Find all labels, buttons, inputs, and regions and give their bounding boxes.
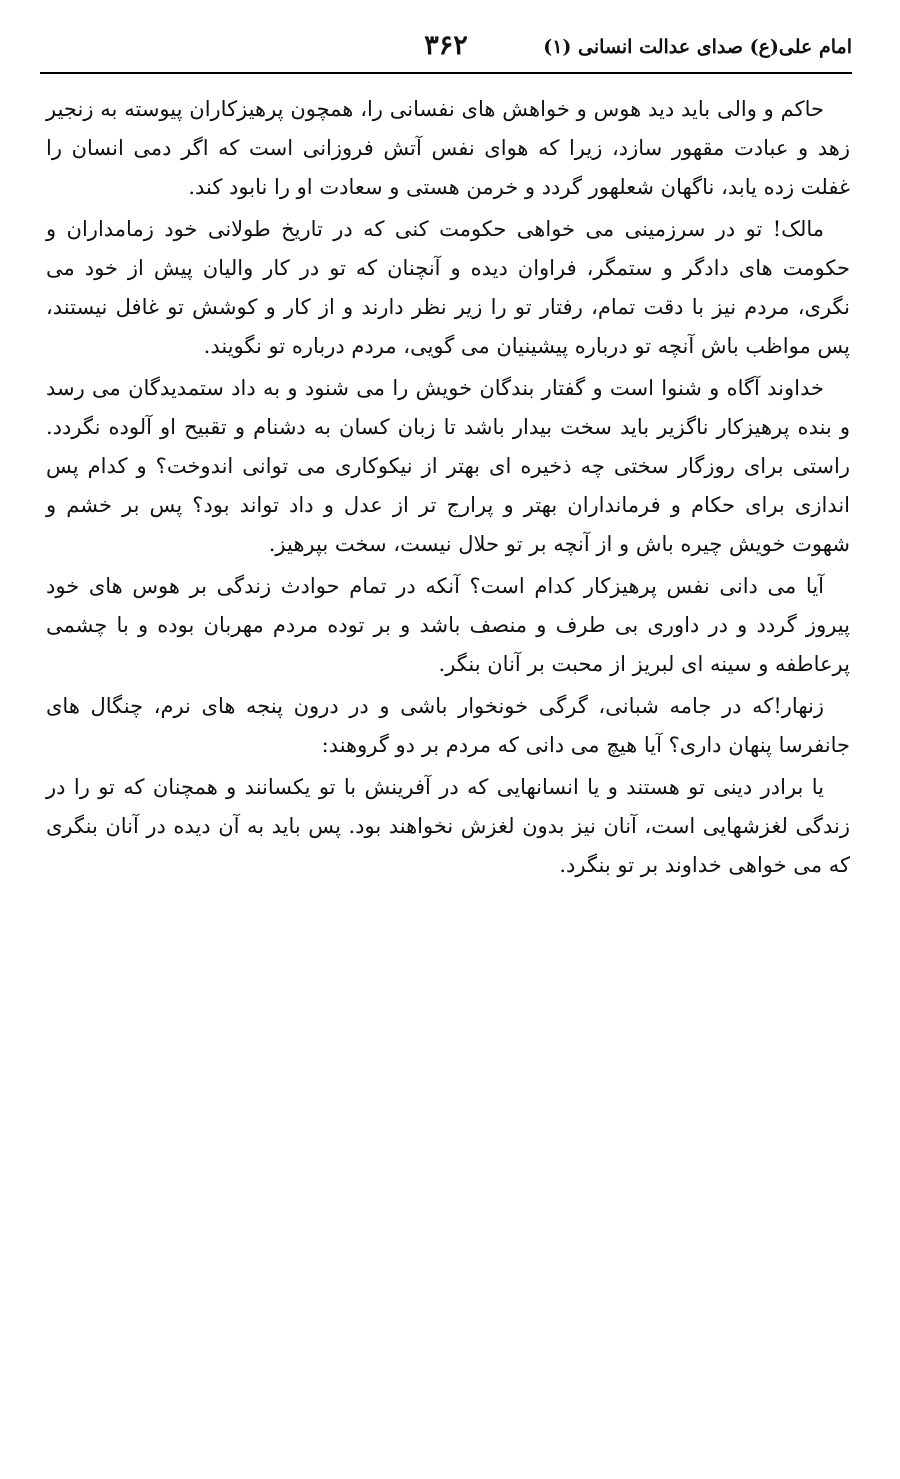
running-header bbox=[40, 30, 852, 72]
paragraph: زنهار!که در جامه شبانی، گرگی خونخوار باشی و در درون پنجه های نرم، چنگال های جانفرسا پنهان داری؟ آیا هیچ می دانی که مردم بر دو گروهند: bbox=[46, 694, 850, 757]
paragraph: حاکم و والی باید دید هوس و خواهش های نفسانی را، همچون پرهیزکاران پیوسته به زنجیر زهد و عبادت مقهور سازد، زیرا که هوای نفس آتش فروزانی است که اگر دمی انسان را غفلت زده یابد، ناگهان شعلهور گردد و خرمن هستی و سعادت او را نابود کند. bbox=[46, 97, 850, 199]
page-number: ۳۶۲ bbox=[424, 30, 468, 61]
header-divider bbox=[40, 72, 852, 74]
book-title: امام علی(ع) صدای عدالت انسانی (۱) bbox=[543, 36, 852, 58]
paragraph: مالک! تو در سرزمینی می خواهی حکومت کنی که در تاریخ طولانی خود زمامداران و حکومت های دادگر و ستمگر، فراوان دیده و آنچنان که تو در کار والیان پیش از خود می نگری، مردم نیز با دقت تمام، رفتار تو را زیر نظر دارند و از کار و کوشش تو غافل نیستند، پس مواظب باش آنچه تو درباره پیشینیان می گویی، مردم درباره تو نگویند. bbox=[46, 217, 850, 358]
paragraph: آیا می دانی نفس پرهیزکار کدام است؟ آنکه در تمام حوادث زندگی بر هوس های خود پیروز گردد و در داوری بی طرف و منصف باشد و بر توده مردم مهربان بوده و با چشمی پرعاطفه و سینه ای لبریز از محبت بر آنان بنگر. bbox=[46, 574, 850, 676]
paragraph: یا برادر دینی تو هستند و یا انسانهایی که در آفرینش با تو یکسانند و همچنان که تو را در زندگی لغزشهایی است، آنان نیز بدون لغزش نخواهند بود. پس باید به آن دیده در آنان بنگری که می خواهی خداوند بر تو بنگرد. bbox=[46, 775, 850, 877]
body-text bbox=[46, 90, 850, 888]
paragraph: خداوند آگاه و شنوا است و گفتار بندگان خویش را می شنود و به داد ستمدیدگان می رسد و بنده پرهیزکار ناگزیر باید سخت بیدار باشد تا زبان کسان به دشنام و تقبیح او آلوده نگردد. راستی برای روزگار سختی چه ذخیره ای بهتر از نیکوکاری می توانی اندوخت؟ و کدام پس اندازی برای حکام و فرمانداران بهتر و پرارج تر از عدل و داد تواند بود؟ پس بر خشم و شهوت خویش چیره باش و از آنچه بر تو حلال نیست، سخت بپرهیز. bbox=[46, 376, 850, 556]
